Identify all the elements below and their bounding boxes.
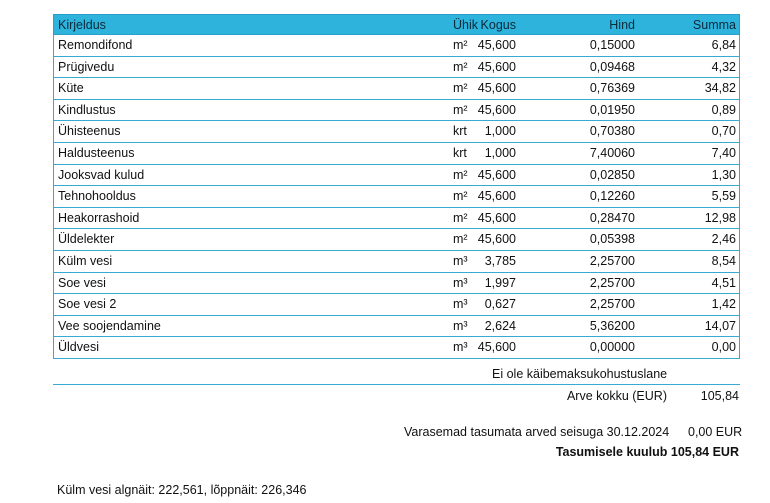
- table-row: [53, 316, 740, 338]
- cell-quantity: 45,600: [477, 167, 516, 182]
- cell-price: 0,00000: [589, 340, 635, 355]
- cell-quantity: 3,785: [484, 253, 516, 268]
- cell-unit: m²: [453, 167, 468, 182]
- cell-sum: 2,46: [711, 232, 736, 247]
- cell-sum: 0,70: [711, 124, 736, 139]
- table-row: [53, 143, 740, 165]
- cell-unit: m²: [453, 102, 468, 117]
- amount-due: Tasumisele kuulub 105,84 EUR: [555, 445, 739, 459]
- invoice-table: [53, 14, 740, 359]
- table-row: [53, 294, 740, 316]
- cell-price: 0,70380: [589, 124, 635, 139]
- cell-description: Ühisteenus: [58, 124, 121, 139]
- cell-sum: 1,42: [711, 297, 736, 312]
- cell-price: 0,12260: [589, 189, 635, 204]
- cell-sum: 34,82: [704, 81, 736, 96]
- cell-unit: m²: [453, 59, 468, 74]
- cell-price: 5,36200: [589, 318, 635, 333]
- table-row: [53, 273, 740, 295]
- table-row: [53, 337, 740, 359]
- table-header: [53, 14, 740, 35]
- table-row: [53, 57, 740, 79]
- cell-sum: 1,30: [711, 167, 736, 182]
- cell-price: 7,40060: [589, 145, 635, 160]
- cell-price: 0,01950: [589, 102, 635, 117]
- cell-description: Heakorrashoid: [58, 210, 140, 225]
- cell-description: Remondifond: [58, 38, 133, 52]
- cell-quantity: 45,600: [477, 189, 516, 204]
- cell-unit: m³: [453, 275, 468, 290]
- previous-unpaid-label: Varasemad tasumata arved seisuga 30.12.2024: [404, 425, 670, 439]
- cell-quantity: 45,600: [477, 81, 516, 96]
- header-description: Kirjeldus: [58, 18, 106, 32]
- cell-unit: m²: [453, 232, 468, 247]
- cell-quantity: 45,600: [477, 38, 516, 52]
- cell-price: 0,02850: [589, 167, 635, 182]
- cell-unit: m³: [453, 297, 468, 312]
- cell-unit: m²: [453, 189, 468, 204]
- cell-unit: m³: [453, 340, 468, 355]
- cell-sum: 6,84: [711, 38, 736, 52]
- cell-sum: 12,98: [704, 210, 736, 225]
- cell-price: 0,05398: [589, 232, 635, 247]
- cell-description: Tehnohooldus: [58, 189, 136, 204]
- cell-sum: 5,59: [711, 189, 736, 204]
- cell-price: 2,25700: [589, 297, 635, 312]
- cell-quantity: 0,627: [484, 297, 516, 312]
- table-row: [53, 186, 740, 208]
- cell-unit: krt: [453, 124, 467, 139]
- cell-description: Üldvesi: [58, 340, 99, 355]
- cell-quantity: 45,600: [477, 102, 516, 117]
- cell-description: Üldelekter: [58, 232, 115, 247]
- cell-description: Haldusteenus: [58, 145, 135, 160]
- header-unit: Ühik: [453, 18, 479, 32]
- cell-description: Soe vesi: [58, 275, 106, 290]
- cell-description: Küte: [58, 81, 84, 96]
- table-row: [53, 165, 740, 187]
- table-row: [53, 208, 740, 230]
- table-row: [53, 121, 740, 143]
- cell-sum: 4,51: [711, 275, 736, 290]
- cell-quantity: 1,997: [484, 275, 516, 290]
- cell-price: 0,28470: [589, 210, 635, 225]
- cell-price: 2,25700: [589, 275, 635, 290]
- cell-description: Prügivedu: [58, 59, 115, 74]
- table-row: [53, 100, 740, 122]
- cell-unit: m³: [453, 318, 468, 333]
- cell-unit: m²: [453, 81, 468, 96]
- table-row: [53, 229, 740, 251]
- cell-quantity: 45,600: [477, 210, 516, 225]
- cell-quantity: 45,600: [477, 232, 516, 247]
- table-body: [53, 35, 740, 359]
- header-price: Hind: [609, 18, 635, 32]
- cell-quantity: 2,624: [484, 318, 516, 333]
- cell-unit: m²: [453, 210, 468, 225]
- cell-unit: m³: [453, 253, 468, 268]
- cell-sum: 4,32: [711, 59, 736, 74]
- previous-unpaid-value: 0,00 EUR: [688, 425, 743, 439]
- total-divider: [53, 384, 740, 385]
- cell-price: 2,25700: [589, 253, 635, 268]
- cell-price: 0,15000: [589, 38, 635, 52]
- cell-quantity: 45,600: [477, 59, 516, 74]
- cell-description: Jooksvad kulud: [58, 167, 145, 182]
- table-row: [53, 78, 740, 100]
- cell-quantity: 1,000: [484, 145, 516, 160]
- cell-price: 0,09468: [589, 59, 635, 74]
- cell-sum: 7,40: [711, 145, 736, 160]
- meter-reading: Külm vesi algnäit: 222,561, lõppnäit: 226,346: [57, 483, 307, 497]
- header-sum: Summa: [692, 18, 736, 32]
- cell-price: 0,76369: [589, 81, 635, 96]
- table-row: [53, 35, 740, 57]
- header-quantity: Kogus: [480, 18, 516, 32]
- cell-sum: 14,07: [704, 318, 736, 333]
- cell-description: Külm vesi: [58, 253, 113, 268]
- cell-unit: m²: [453, 38, 468, 52]
- table-row: [53, 251, 740, 273]
- cell-description: Vee soojendamine: [58, 318, 161, 333]
- cell-unit: krt: [453, 145, 467, 160]
- cell-quantity: 1,000: [484, 124, 516, 139]
- cell-sum: 8,54: [711, 253, 736, 268]
- cell-description: Soe vesi 2: [58, 297, 117, 312]
- cell-sum: 0,00: [711, 340, 736, 355]
- cell-description: Kindlustus: [58, 102, 116, 117]
- total-label: Arve kokku (EUR): [566, 389, 667, 403]
- vat-note: Ei ole käibemaksukohustuslane: [492, 367, 668, 381]
- cell-sum: 0,89: [711, 102, 736, 117]
- cell-quantity: 45,600: [477, 340, 516, 355]
- total-value: 105,84: [700, 389, 739, 403]
